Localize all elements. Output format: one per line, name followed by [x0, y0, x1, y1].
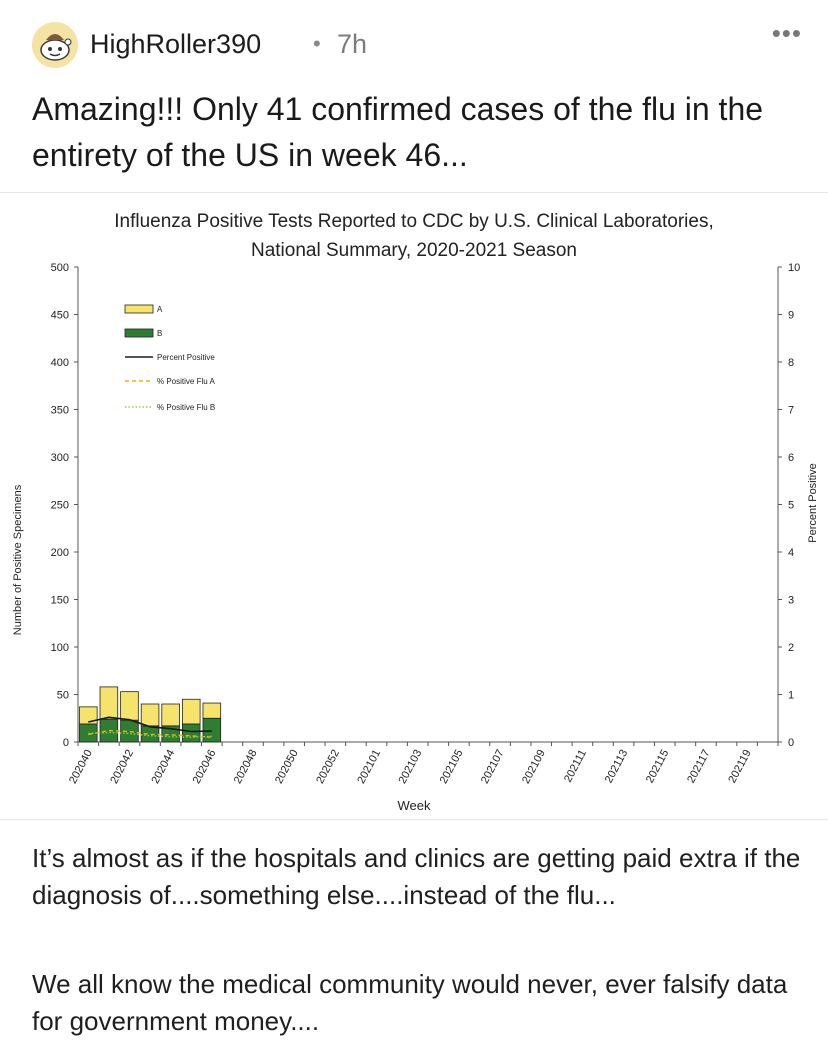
y-tick-label: 100 [50, 642, 69, 654]
x-tick-label: 202052 [314, 747, 343, 786]
x-tick-label: 202113 [602, 747, 631, 786]
y-tick-label: 300 [50, 452, 69, 464]
chart-subtitle: National Summary, 2020-2021 Season [250, 240, 578, 261]
x-tick-label: 202040 [67, 747, 95, 786]
bar-flu-a [100, 687, 118, 719]
y2-tick-label: 10 [788, 262, 801, 274]
y-tick-label: 500 [50, 262, 69, 274]
y2-tick-label: 2 [788, 642, 795, 654]
x-tick-label: 202111 [561, 747, 590, 785]
y-tick-label: 200 [50, 547, 69, 559]
post-body-paragraph-1: It’s almost as if the hospitals and clinics are getting paid extra if the diagnosis of....something else....instead of the flu... [32, 843, 801, 910]
x-tick-label: 202046 [190, 747, 219, 786]
x-tick-label: 202109 [520, 747, 548, 786]
x-tick-label: 202105 [437, 747, 466, 786]
y2-tick-label: 4 [788, 547, 795, 559]
x-tick-label: 202101 [355, 747, 384, 786]
y-tick-label: 250 [50, 499, 69, 512]
post-title[interactable]: Amazing!!! Only 41 confirmed cases of the flu in the entirety of the US in week 46... [32, 91, 764, 173]
x-tick-label: 202103 [396, 747, 425, 786]
y2-axis-label: Percent Positive [807, 463, 819, 543]
chart-title: Influenza Positive Tests Reported to CDC by U.S. Clinical Laboratories, [114, 211, 714, 232]
y-tick-label: 450 [50, 309, 69, 322]
x-tick-label: 202107 [478, 747, 507, 786]
y-axis-label: Number of Positive Specimens [12, 484, 24, 636]
post-time: 7h [337, 29, 368, 59]
post-image-chart[interactable] [0, 192, 828, 820]
y2-tick-label: 9 [788, 309, 795, 322]
bar-flu-b [182, 724, 200, 742]
bar-flu-a [203, 703, 221, 718]
legend-label: B [157, 329, 163, 338]
y2-tick-label: 7 [788, 404, 795, 417]
post-header [32, 18, 802, 68]
legend-label: % Positive Flu B [157, 403, 216, 412]
y2-tick-label: 0 [788, 737, 795, 749]
bar-flu-a [121, 692, 139, 721]
x-tick-label: 202117 [685, 747, 713, 786]
y2-tick-label: 1 [788, 689, 795, 702]
more-options-icon[interactable]: ••• [771, 18, 802, 48]
y-tick-label: 0 [62, 737, 69, 749]
legend-label: % Positive Flu A [157, 377, 215, 386]
legend-label: Percent Positive [157, 353, 215, 362]
y-tick-label: 350 [50, 404, 69, 417]
legend-label: A [157, 305, 163, 314]
y2-tick-label: 5 [788, 499, 795, 512]
y-tick-label: 150 [50, 594, 69, 607]
post-author[interactable]: HighRoller390 [90, 29, 262, 59]
y2-tick-label: 6 [788, 452, 795, 464]
meta-separator: • [313, 31, 321, 56]
user-avatar[interactable] [32, 22, 78, 68]
bar-flu-b [100, 719, 118, 742]
bar-flu-a [162, 704, 180, 726]
x-tick-label: 202042 [108, 747, 137, 786]
legend-swatch [125, 305, 153, 313]
x-tick-label: 202048 [231, 747, 260, 786]
y2-tick-label: 3 [788, 594, 795, 607]
y2-tick-label: 8 [788, 357, 795, 369]
x-tick-label: 202050 [272, 747, 301, 786]
x-tick-label: 202115 [643, 747, 672, 786]
bar-flu-a [182, 699, 200, 724]
flu-chart [0, 193, 828, 819]
legend-swatch [125, 329, 153, 337]
bar-flu-b [203, 718, 221, 742]
x-tick-label: 202044 [149, 747, 178, 786]
x-tick-label: 202119 [726, 747, 754, 786]
bar-flu-a [141, 704, 159, 726]
snoo-avatar-icon [32, 22, 78, 68]
x-axis-label: Week [397, 798, 431, 813]
post-body-paragraph-2: We all know the medical community would never, ever falsify data for government money.... [32, 969, 788, 1036]
y-tick-label: 400 [50, 357, 69, 369]
y-tick-label: 50 [56, 689, 69, 702]
